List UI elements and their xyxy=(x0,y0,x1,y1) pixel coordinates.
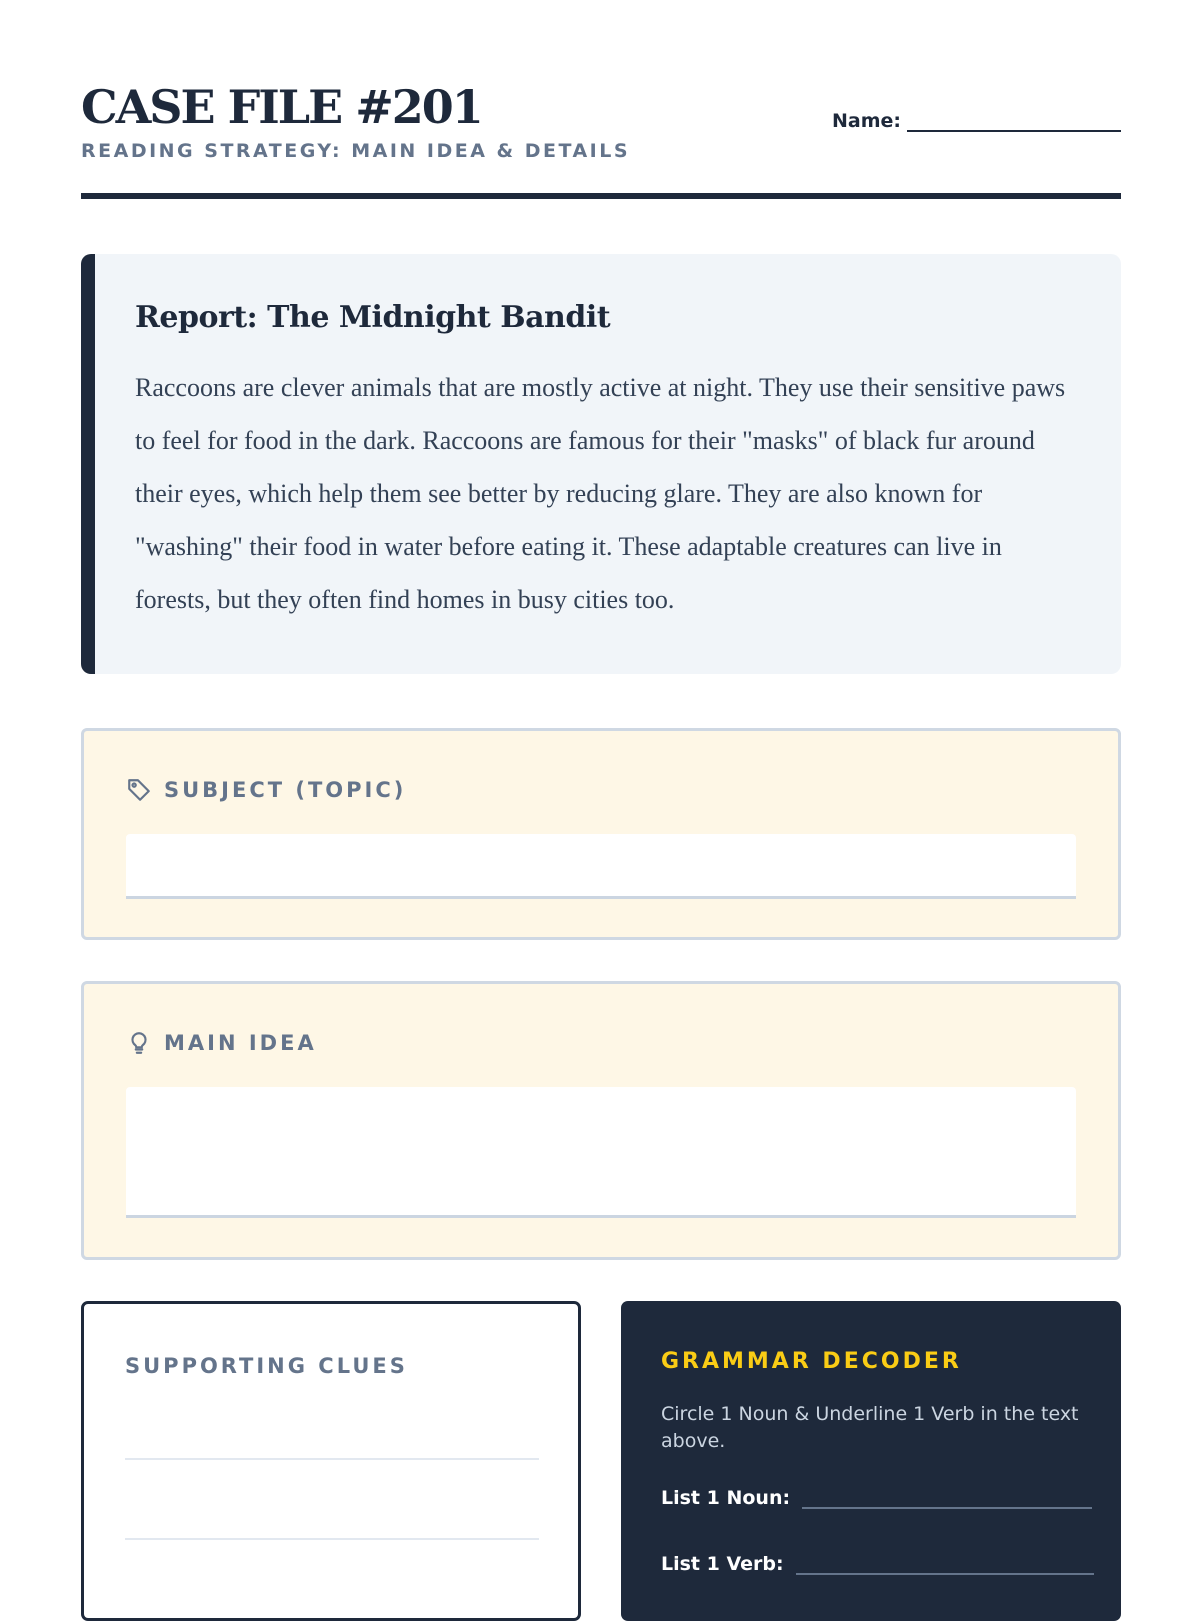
subject-label xyxy=(126,777,406,803)
supporting-clues-label: SUPPORTING CLUES xyxy=(125,1354,408,1378)
report-title: Report: The Midnight Bandit xyxy=(135,300,611,335)
clue-line-2[interactable] xyxy=(125,1538,539,1540)
subject-label-text: SUBJECT (TOPIC) xyxy=(164,778,407,802)
subject-box xyxy=(81,728,1121,940)
noun-row xyxy=(661,1485,1092,1509)
verb-label: List 1 Verb: xyxy=(661,1553,784,1575)
name-blank[interactable] xyxy=(907,110,1121,132)
main-idea-box xyxy=(81,981,1121,1260)
grammar-decoder-card xyxy=(621,1301,1121,1621)
grammar-instructions: Circle 1 Noun & Underline 1 Verb in the text above. xyxy=(661,1403,1079,1452)
name-field[interactable] xyxy=(832,110,1121,132)
report-body: Raccoons are clever animals that are mostly active at night. They use their sensitive paws to feel for food in the dark. Raccoons are famous for their "masks" of black fur around their eyes, which help them see better by reducing glare. They are also known for "washing" their food in water before eating it. These adaptable creatures can live in forests, but they often find homes in busy cities too. xyxy=(135,373,1066,614)
noun-blank[interactable] xyxy=(802,1485,1092,1509)
noun-label: List 1 Noun: xyxy=(661,1487,791,1509)
main-idea-answer-field[interactable] xyxy=(126,1087,1076,1218)
name-label: Name: xyxy=(831,110,901,132)
lightbulb-icon xyxy=(126,1030,152,1056)
grammar-decoder-label: GRAMMAR DECODER xyxy=(661,1349,962,1374)
page-subtitle: READING STRATEGY: MAIN IDEA & DETAILS xyxy=(81,140,631,162)
header-divider xyxy=(81,193,1121,199)
main-idea-label-text: MAIN IDEA xyxy=(164,1031,317,1055)
page-title: CASE FILE #201 xyxy=(81,80,482,134)
clue-line-1[interactable] xyxy=(125,1458,539,1460)
verb-row xyxy=(661,1551,1094,1575)
verb-blank[interactable] xyxy=(796,1551,1094,1575)
worksheet-page xyxy=(81,0,1121,1575)
report-panel xyxy=(81,254,1121,674)
supporting-clues-card xyxy=(81,1301,581,1621)
header xyxy=(81,0,1121,200)
tag-icon xyxy=(126,777,152,803)
subject-answer-field[interactable] xyxy=(126,834,1076,899)
main-idea-label xyxy=(126,1030,317,1056)
